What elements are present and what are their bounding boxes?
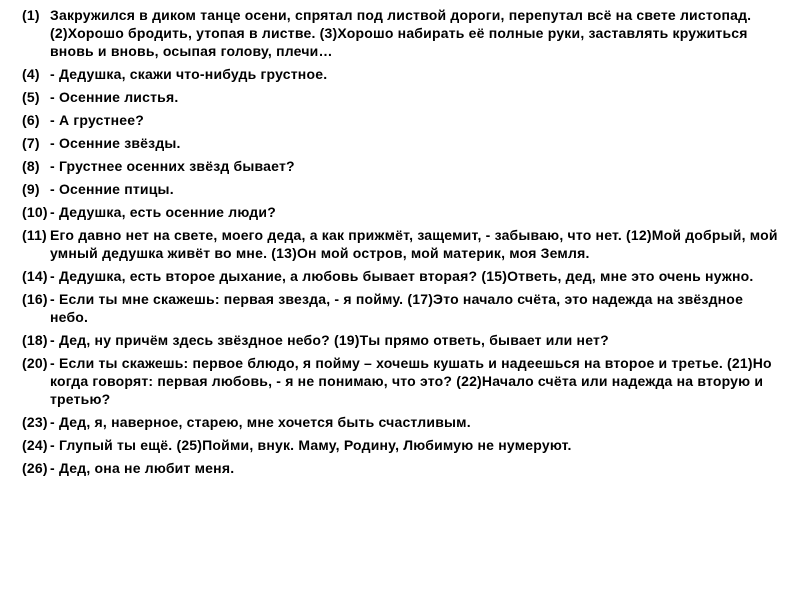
paragraph-number: (7)	[22, 135, 40, 151]
paragraph-text: Его давно нет на свете, моего деда, а как прижмёт, защемит, - забываю, что нет. (12)Мой добрый, мой умный дедушка живёт во мне. (13)Он мой остров, мой материк, моя Земля.	[50, 227, 778, 261]
paragraph-26	[22, 459, 782, 477]
paragraph-6	[22, 111, 782, 129]
paragraph-11	[22, 226, 782, 262]
paragraph-text: - Осенние птицы.	[50, 181, 174, 197]
paragraph-18	[22, 331, 782, 349]
paragraph-text: - Если ты скажешь: первое блюдо, я пойму – хочешь кушать и надеешься на второе и третье. (21)Но когда говорят: первая любовь, - я не понимаю, что это? (22)Начало счёта или надежда на вторую и третью?	[50, 355, 772, 407]
paragraph-number: (26)	[22, 460, 48, 476]
paragraph-20	[22, 354, 782, 408]
paragraph-text: - Дедушка, скажи что-нибудь грустное.	[50, 66, 328, 82]
paragraph-4	[22, 65, 782, 83]
paragraph-7	[22, 134, 782, 152]
paragraph-1	[22, 6, 782, 60]
paragraph-number: (8)	[22, 158, 40, 174]
paragraph-text: - Дедушка, есть осенние люди?	[50, 204, 276, 220]
paragraph-text: - Осенние звёзды.	[50, 135, 181, 151]
paragraph-number: (5)	[22, 89, 40, 105]
paragraph-text: - Грустнее осенних звёзд бывает?	[50, 158, 295, 174]
paragraph-text: - Дед, я, наверное, старею, мне хочется быть счастливым.	[50, 414, 471, 430]
paragraph-text: - А грустнее?	[50, 112, 145, 128]
paragraph-24	[22, 436, 782, 454]
paragraph-number: (16)	[22, 291, 48, 307]
paragraph-text: - Глупый ты ещё. (25)Пойми, внук. Маму, Родину, Любимую не нумеруют.	[50, 437, 572, 453]
paragraph-number: (4)	[22, 66, 40, 82]
paragraph-text: Закружился в диком танце осени, спрятал под листвой дороги, перепутал всё на свете листопад. (2)Хорошо бродить, утопая в листве. (3)Хорошо набирать её полные руки, заставлять кружиться вновь и вновь, осыпая голову, плечи…	[50, 7, 752, 59]
paragraph-number: (24)	[22, 437, 48, 453]
paragraph-number: (23)	[22, 414, 48, 430]
paragraph-number: (14)	[22, 268, 48, 284]
paragraph-8	[22, 157, 782, 175]
paragraph-number: (11)	[22, 227, 47, 243]
paragraph-number: (1)	[22, 7, 40, 23]
paragraph-number: (20)	[22, 355, 48, 371]
paragraph-number: (9)	[22, 181, 40, 197]
paragraph-text: - Дед, ну причём здесь звёздное небо? (19)Ты прямо ответь, бывает или нет?	[50, 332, 609, 348]
paragraph-9	[22, 180, 782, 198]
paragraph-number: (10)	[22, 204, 48, 220]
text-block	[22, 6, 782, 482]
paragraph-10	[22, 203, 782, 221]
paragraph-text: - Осенние листья.	[50, 89, 179, 105]
paragraph-number: (18)	[22, 332, 48, 348]
paragraph-5	[22, 88, 782, 106]
paragraph-text: - Дедушка, есть второе дыхание, а любовь бывает вторая? (15)Ответь, дед, мне это очень нужно.	[50, 268, 754, 284]
paragraph-text: - Если ты мне скажешь: первая звезда, - я пойму. (17)Это начало счёта, это надежда на звёздное небо.	[50, 291, 744, 325]
paragraph-14	[22, 267, 782, 285]
paragraph-number: (6)	[22, 112, 40, 128]
paragraph-16	[22, 290, 782, 326]
paragraph-23	[22, 413, 782, 431]
paragraph-text: - Дед, она не любит меня.	[50, 460, 235, 476]
